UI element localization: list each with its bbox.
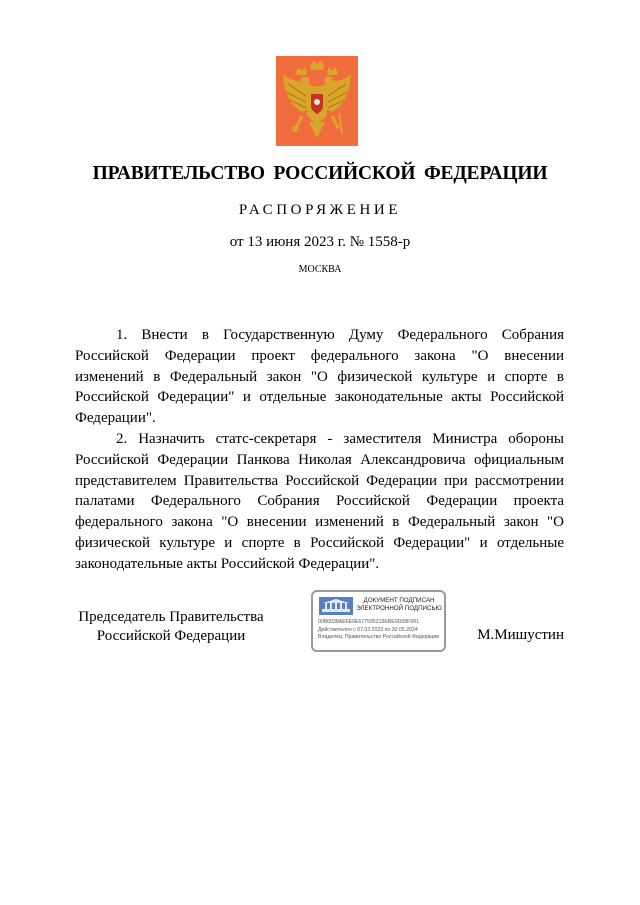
signatory-name: М.Мишустин [477,627,564,643]
order-item-2: 2. Назначить статс-секретаря - заместителя Министра обороны Российской Федерации Панкова Николая Александровича официальным представителем Правительства Российской Федерации при рассмотрении палатами Федерального Собрания Российской Федерации проекта федерального закона "О внесении изменений в Федеральный закон "О физической культуре и спорте в Российской Федерации" и отдельные законодательные акты Российской Федерации". [75,430,564,572]
stamp-certificate-serial: 00B0038AE6E0E677595219EBE0D08F991 [318,619,419,625]
document-city: МОСКВА [298,264,342,275]
stamp-title [355,597,443,612]
document-date-number: от 13 июня 2023 г. № 1558-р [229,234,411,250]
stamp-validity: Действителен с 07.03.2023 по 30.05.2024 [318,627,418,633]
signatory-position [60,608,282,646]
signatory-position-line2: Российской Федерации [96,628,246,644]
order-body [75,325,564,575]
stamp-title-line1: ДОКУМЕНТ ПОДПИСАН [363,597,435,604]
order-item-1: 1. Внести в Государственную Думу Федерального Собрания Российской Федерации проект федерального закона "О внесении изменений в Федеральный закон "О физической культуре и спорте в Российской Федерации" и отдельные законодательные акты Российской Федерации". [75,327,564,427]
building-icon [319,597,353,615]
document-type: РАСПОРЯЖЕНИЕ [238,202,402,218]
stamp-title-line2: ЭЛЕКТРОННОЙ ПОДПИСЬЮ [356,604,442,612]
coat-of-arms-icon [276,56,358,146]
electronic-signature-stamp [311,590,446,652]
stamp-owner: Владелец: Правительство Российской Федерации [318,634,440,640]
signatory-position-line1: Председатель Правительства [78,609,264,625]
government-title: ПРАВИТЕЛЬСТВО РОССИЙСКОЙ ФЕДЕРАЦИИ [92,163,548,184]
